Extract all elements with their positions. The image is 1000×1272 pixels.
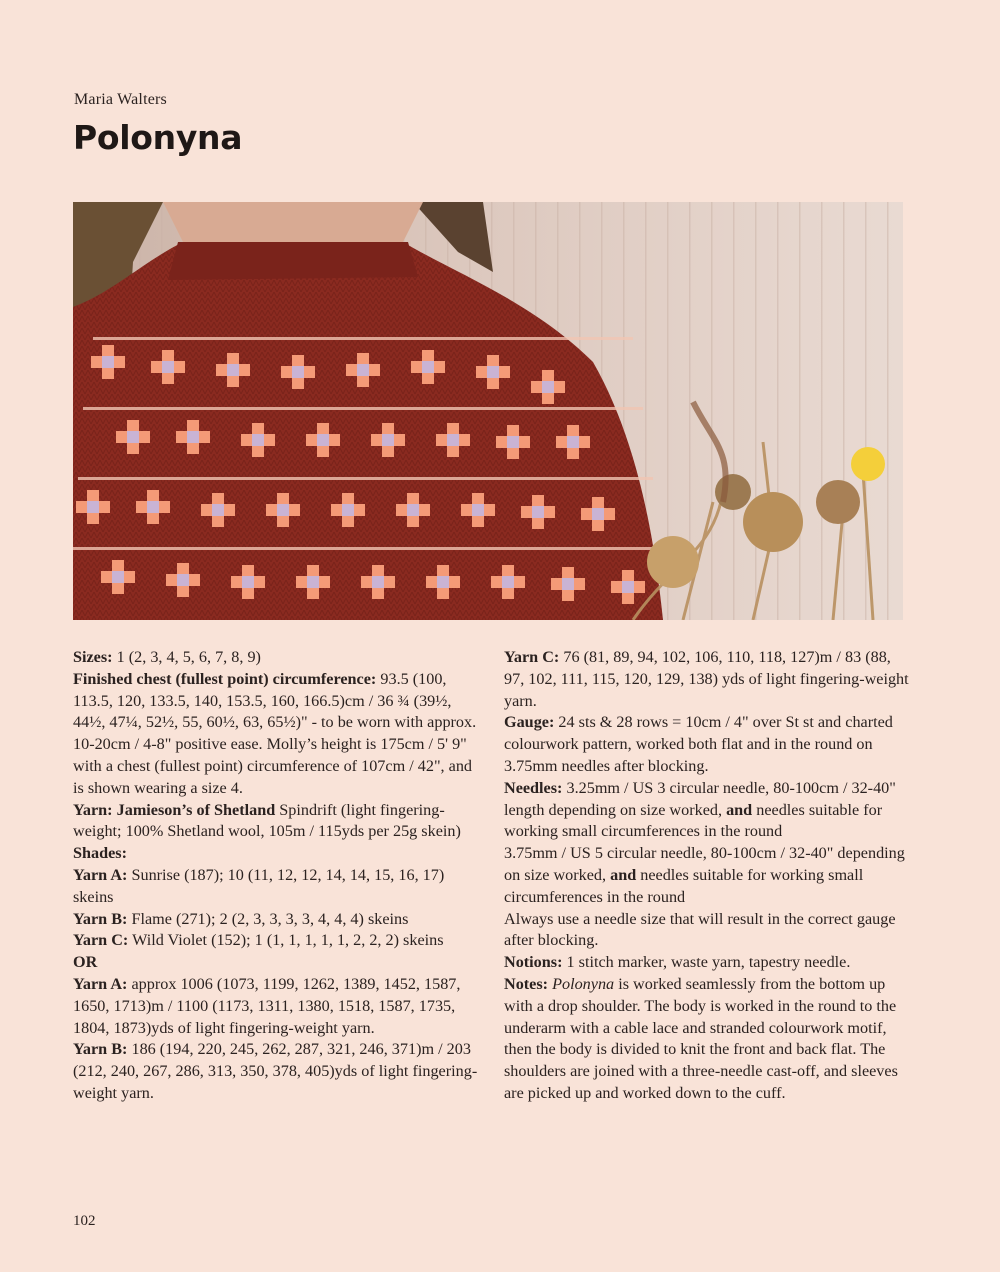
- needles-line-2a: 3.75mm / US 5 circular needle, 80-100cm / 32-40" depending on size worked,: [504, 844, 905, 884]
- yarn-c-line: [73, 930, 483, 952]
- sizes-label: Sizes:: [73, 648, 113, 666]
- alt-yarn-a-line: [73, 974, 483, 1039]
- needles-label: Needles:: [504, 778, 563, 797]
- alt-yarn-c-text: 76 (81, 89, 94, 102, 106, 110, 118, 127)m / 83 (88, 97, 102, 111, 115, 120, 129, 138) yds of light fingering-weight yarn.: [504, 648, 909, 710]
- sizes-text: 1 (2, 3, 4, 5, 6, 7, 8, 9): [112, 648, 261, 666]
- needles-line-2b: needles suitable for working small circumferences in the round: [504, 865, 864, 906]
- yarn-c-text: Wild Violet (152); 1 (1, 1, 1, 1, 1, 2, 2, 2) skeins: [128, 931, 444, 950]
- needles-line: [504, 778, 914, 843]
- alt-yarn-c-label: Yarn C:: [504, 648, 560, 666]
- needles-text-2: needles suitable for working small circumferences in the round: [504, 800, 883, 841]
- yarn-line: [73, 800, 483, 844]
- yarn-a-line: [73, 865, 483, 909]
- chest-label: Finished chest (fullest point) circumference:: [73, 669, 377, 688]
- notes-label: Notes:: [504, 974, 549, 993]
- sizes-line: [73, 647, 483, 669]
- gauge-label: Gauge:: [504, 713, 555, 732]
- needles-line-3: Always use a needle size that will result in the correct gauge after blocking.: [504, 909, 896, 950]
- notions-line: [504, 952, 914, 974]
- needles-text-1: 3.25mm / US 3 circular needle, 80-100cm / 32-40" length depending on size worked,: [504, 778, 896, 819]
- chest-line: [73, 669, 483, 800]
- chest-text: 93.5 (100, 113.5, 120, 133.5, 140, 153.5, 160, 166.5)cm / 36 ¾ (39½, 44½, 47¼, 52½, 55, 60½, 63, 65½)" - to be worn with approx. 10-20cm / 4-8" positive ease. Molly’s height is 175cm / 5' 9" with a chest (fullest point) circumference of 107cm / 42", and is shown wearing a size 4.: [73, 669, 477, 797]
- alt-yarn-a-label: Yarn A:: [73, 974, 128, 993]
- needles-line-2: [504, 843, 914, 908]
- notes-title: Polonyna: [552, 974, 615, 993]
- alt-yarn-b-label: Yarn B:: [73, 1040, 128, 1059]
- notions-label: Notions:: [504, 953, 563, 972]
- sweater-photo: [73, 202, 903, 620]
- notes-text: is worked seamlessly from the bottom up with a drop shoulder. The body is worked in the round to the underarm with a cable lace and stranded colourwork motif, then the body is divided to knit the front and back flat. The shoulders are joined with a three-needle cast-off, and sleeves are picked up and worked down to the cuff.: [504, 974, 898, 1102]
- yarn-label: Yarn:: [73, 800, 113, 819]
- notions-text: 1 stitch marker, waste yarn, tapestry needle.: [562, 953, 851, 972]
- pattern-details-right: [504, 647, 914, 1105]
- yarn-a-label: Yarn A:: [73, 865, 128, 884]
- yarn-a-text: Sunrise (187); 10 (11, 12, 12, 14, 14, 15, 16, 17) skeins: [73, 865, 445, 906]
- alt-yarn-c-line: [504, 647, 914, 712]
- yarn-text: Spindrift (light fingering-weight; 100% Shetland wool, 105m / 115yds per 25g skein): [73, 800, 461, 841]
- yarn-b-label: Yarn B:: [73, 909, 128, 928]
- notes-line: [504, 974, 914, 1105]
- pattern-title: Polonyna: [73, 118, 243, 157]
- pattern-details-left: [73, 647, 483, 1105]
- page-number: 102: [73, 1213, 96, 1229]
- author-name: Maria Walters: [74, 91, 167, 108]
- yarn-brand: Jamieson’s of Shetland: [112, 800, 276, 819]
- alt-yarn-b-line: [73, 1039, 483, 1104]
- gauge-line: [504, 712, 914, 777]
- needles-and-2: and: [606, 865, 637, 884]
- or-label: OR: [73, 953, 98, 972]
- shades-label: Shades:: [73, 844, 127, 863]
- yarn-c-label: Yarn C:: [73, 931, 129, 950]
- needles-and-1: and: [722, 800, 753, 819]
- alt-yarn-b-text: 186 (194, 220, 245, 262, 287, 321, 246, 371)m / 203 (212, 240, 267, 286, 313, 350, 378, 405)yds of light fingering-weight yarn.: [73, 1040, 478, 1102]
- yarn-b-text: Flame (271); 2 (2, 3, 3, 3, 3, 4, 4, 4) skeins: [127, 909, 409, 928]
- yarn-b-line: [73, 909, 483, 931]
- gauge-text: 24 sts & 28 rows = 10cm / 4" over St st and charted colourwork pattern, worked both flat and in the round on 3.75mm needles after blocking.: [504, 713, 893, 775]
- alt-yarn-a-text: approx 1006 (1073, 1199, 1262, 1389, 1452, 1587, 1650, 1713)m / 1100 (1173, 1311, 1380, 1518, 1587, 1735, 1804, 1873)yds of light fingering-weight yarn.: [73, 974, 461, 1037]
